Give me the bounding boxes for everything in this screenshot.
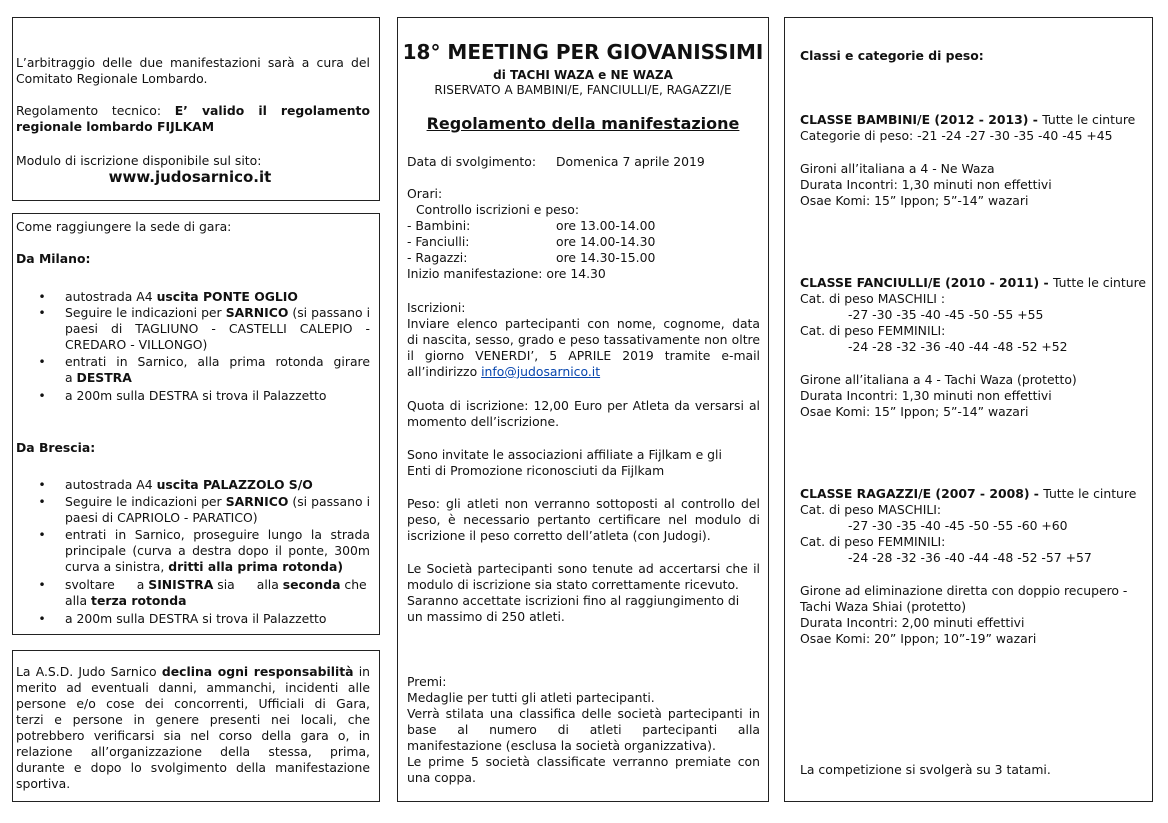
classe-ragazzi-format: Girone ad eliminazione diretta con doppio recupero - — [800, 583, 1128, 598]
classe-bambini-format: Gironi all’italiana a 4 - Ne Waza — [800, 161, 995, 176]
meeting-title: 18° MEETING PER GIOVANISSIMI — [402, 40, 764, 64]
classe-ragazzi-female-values: -24 -28 -32 -36 -40 -44 -48 -52 -57 +57 — [848, 550, 1092, 565]
milano-step-3: entrati in Sarnico, alla prima rotonda girare — [65, 354, 370, 369]
classe-ragazzi-heading: CLASSE RAGAZZI/E (2007 - 2008) - Tutte le cinture — [800, 486, 1137, 501]
regolamento-label: Regolamento tecnico: — [16, 103, 175, 118]
milano-step-2c: CREDARO - VILLONGO) — [65, 337, 208, 352]
peso-line2: peso, è necessario pertanto certificare nel modulo di — [407, 512, 760, 527]
categorie-title: Classi e categorie di peso: — [800, 48, 984, 63]
iscrizioni-line2: di nascita, sesso, grado e peso tassativamente non oltre — [407, 332, 760, 347]
bullet-icon: • — [38, 388, 46, 403]
from-milano-heading: Da Milano: — [16, 251, 91, 266]
orari-label: Orari: — [407, 186, 443, 201]
bullet-icon: • — [38, 289, 46, 304]
disclaimer-line3: persone e/o cose dei concorrenti, Ufficiali di Gara, — [16, 696, 370, 711]
disclaimer-line8: sportiva. — [16, 776, 71, 791]
societa-line4: un massimo di 250 atleti. — [407, 609, 565, 624]
arbitraggio-line1: L’arbitraggio delle due manifestazioni sarà a cura del — [16, 55, 370, 70]
premi-line1: Medaglie per tutti gli atleti partecipanti. — [407, 690, 655, 705]
societa-line3: Saranno accettate iscrizioni fino al raggiungimento di — [407, 593, 740, 608]
bullet-icon: • — [38, 305, 46, 320]
classe-fanciulli-format: Girone all’italiana a 4 - Tachi Waza (protetto) — [800, 372, 1077, 387]
premi-line6: una coppa. — [407, 770, 476, 785]
classe-ragazzi-male-label: Cat. di peso MASCHILI: — [800, 502, 942, 517]
tatami-note: La competizione si svolgerà su 3 tatami. — [800, 762, 1051, 777]
classe-fanciulli-duration: Durata Incontri: 1,30 minuti non effettivi — [800, 388, 1052, 403]
brescia-step-4b: alla terza rotonda — [65, 593, 187, 608]
meeting-subtitle: di TACHI WAZA e NE WAZA — [493, 68, 673, 82]
directions-title: Come raggiungere la sede di gara: — [16, 219, 232, 234]
brescia-step-3b: principale (curva a destra dopo il ponte, 300m — [65, 543, 370, 558]
bullet-icon: • — [38, 527, 46, 542]
bullet-icon: • — [38, 354, 46, 369]
brescia-step-5: a 200m sulla DESTRA si trova il Palazzetto — [65, 611, 327, 626]
disclaimer-line1: La A.S.D. Judo Sarnico declina ogni responsabilità in — [16, 664, 370, 679]
disclaimer-line5: potrebbero verificarsi sia nel corso della gara o, in — [16, 728, 370, 743]
milano-step-3b: a DESTRA — [65, 370, 132, 385]
milano-step-2: Seguire le indicazioni per SARNICO (si passano i — [65, 305, 371, 320]
classe-fanciulli-male-values: -27 -30 -35 -40 -45 -50 -55 +55 — [848, 307, 1044, 322]
classe-bambini-categories: Categorie di peso: -21 -24 -27 -30 -35 -40 -45 +45 — [800, 128, 1113, 143]
premi-line2: Verrà stilata una classifica delle società partecipanti in — [407, 706, 760, 721]
email-link[interactable]: info@judosarnico.it — [481, 364, 601, 379]
premi-line5: Le prime 5 società classificate verranno premiate con — [407, 754, 760, 769]
ragazzi-time: ore 14.30-15.00 — [556, 250, 656, 265]
classe-ragazzi-format2: Tachi Waza Shiai (protetto) — [800, 599, 967, 614]
brescia-step-2: Seguire le indicazioni per SARNICO (si passano i — [65, 494, 371, 509]
bullet-icon: • — [38, 577, 46, 592]
brescia-step-3: entrati in Sarnico, proseguire lungo la strada — [65, 527, 370, 542]
from-brescia-heading: Da Brescia: — [16, 440, 96, 455]
classe-fanciulli-heading: CLASSE FANCIULLI/E (2010 - 2011) - Tutte le cinture — [800, 275, 1147, 290]
bambini-time: ore 13.00-14.00 — [556, 218, 656, 233]
classe-bambini-duration: Durata Incontri: 1,30 minuti non effettivi — [800, 177, 1052, 192]
website-link[interactable]: www.judosarnico.it — [108, 168, 272, 186]
invitati-line2: Enti di Promozione riconosciuti da Fijlkam — [407, 463, 665, 478]
info-box-arbitraggio — [12, 17, 380, 201]
peso-line1: Peso: gli atleti non verranno sottoposti al controllo del — [407, 496, 760, 511]
classe-ragazzi-osaekomi: Osae Komi: 20” Ippon; 10”-19” wazari — [800, 631, 1037, 646]
iscrizioni-line3: il giorno VENERDI’, 5 APRILE 2019 tramite e-mail — [407, 348, 760, 363]
regolamento-value: E’ valido il regolamento — [174, 103, 370, 118]
disclaimer-line6: relazione all’organizzazione della stessa, prima, — [16, 744, 370, 759]
societa-line2: modulo di iscrizione sia stato correttamente ricevuto. — [407, 577, 739, 592]
disclaimer-box — [12, 650, 380, 802]
categorie-panel — [784, 17, 1153, 802]
fanciulli-label: - Fanciulli: — [407, 234, 470, 249]
disclaimer-line7: durante e dopo lo svolgimento della manifestazione — [16, 760, 370, 775]
societa-line1: Le Società partecipanti sono tenute ad accertarsi che il — [407, 561, 760, 576]
ragazzi-label: - Ragazzi: — [407, 250, 468, 265]
milano-step-2b: paesi di TAGLIUNO - CASTELLI CALEPIO - — [65, 321, 370, 336]
iscrizioni-label: Iscrizioni: — [407, 300, 466, 315]
brescia-step-2b: paesi di CAPRIOLO - PARATICO) — [65, 510, 258, 525]
iscrizioni-line4: all’indirizzo info@judosarnico.it — [407, 364, 601, 379]
inizio-line: Inizio manifestazione: ore 14.30 — [407, 266, 606, 281]
regolamento-line2: regionale lombardo FIJLKAM — [16, 119, 215, 134]
quota-line2: momento dell’iscrizione. — [407, 414, 560, 429]
brescia-step-4: svoltare a SINISTRA sia alla seconda che — [65, 577, 367, 592]
classe-fanciulli-male-label: Cat. di peso MASCHILI : — [800, 291, 946, 306]
bullet-icon: • — [38, 477, 46, 492]
bambini-label: - Bambini: — [407, 218, 471, 233]
directions-box — [12, 213, 380, 635]
brescia-step-3c: curva a sinistra, dritti alla prima rotonda) — [65, 559, 343, 574]
controllo-label: Controllo iscrizioni e peso: — [416, 202, 580, 217]
classe-ragazzi-male-values: -27 -30 -35 -40 -45 -50 -55 -60 +60 — [848, 518, 1068, 533]
milano-step-1: autostrada A4 uscita PONTE OGLIO — [65, 289, 298, 304]
iscrizioni-line1: Inviare elenco partecipanti con nome, cognome, data — [407, 316, 760, 331]
classe-bambini-osaekomi: Osae Komi: 15” Ippon; 5”-14” wazari — [800, 193, 1029, 208]
disclaimer-line4: terzi e persone in genere presenti nei locali, che — [16, 712, 370, 727]
invitati-line1: Sono invitate le associazioni affiliate a Fijlkam e gli — [407, 447, 722, 462]
arbitraggio-line2: Comitato Regionale Lombardo. — [16, 71, 208, 86]
brescia-step-1: autostrada A4 uscita PALAZZOLO S/O — [65, 477, 313, 492]
date-value: Domenica 7 aprile 2019 — [556, 154, 705, 169]
fanciulli-time: ore 14.00-14.30 — [556, 234, 656, 249]
regolamento-panel — [397, 17, 769, 802]
regolamento-heading: Regolamento della manifestazione — [426, 114, 740, 133]
classe-ragazzi-female-label: Cat. di peso FEMMINILI: — [800, 534, 946, 549]
premi-line3: base al numero di atleti partecipanti alla — [407, 722, 760, 737]
classe-fanciulli-female-values: -24 -28 -32 -36 -40 -44 -48 -52 +52 — [848, 339, 1068, 354]
bullet-icon: • — [38, 611, 46, 626]
peso-line3: iscrizione il peso corretto dell’atleta (con Judogi). — [407, 528, 711, 543]
classe-fanciulli-osaekomi: Osae Komi: 15” Ippon; 5”-14” wazari — [800, 404, 1029, 419]
meeting-audience: RISERVATO A BAMBINI/E, FANCIULLI/E, RAGAZZI/E — [434, 83, 732, 97]
regolamento-line — [16, 103, 370, 119]
premi-label: Premi: — [407, 674, 447, 689]
quota-line1: Quota di iscrizione: 12,00 Euro per Atleta da versarsi al — [407, 398, 760, 413]
classe-ragazzi-duration: Durata Incontri: 2,00 minuti effettivi — [800, 615, 1025, 630]
modulo-line: Modulo di iscrizione disponibile sul sito: — [16, 153, 262, 168]
date-label: Data di svolgimento: — [407, 154, 537, 169]
premi-line4: manifestazione (esclusa la società organizzativa). — [407, 738, 716, 753]
classe-fanciulli-female-label: Cat. di peso FEMMINILI: — [800, 323, 946, 338]
classe-bambini-heading: CLASSE BAMBINI/E (2012 - 2013) - Tutte le cinture — [800, 112, 1136, 127]
disclaimer-line2: merito ad eventuali danni, ammanchi, incidenti alle — [16, 680, 370, 695]
milano-step-4: a 200m sulla DESTRA si trova il Palazzetto — [65, 388, 327, 403]
bullet-icon: • — [38, 494, 46, 509]
